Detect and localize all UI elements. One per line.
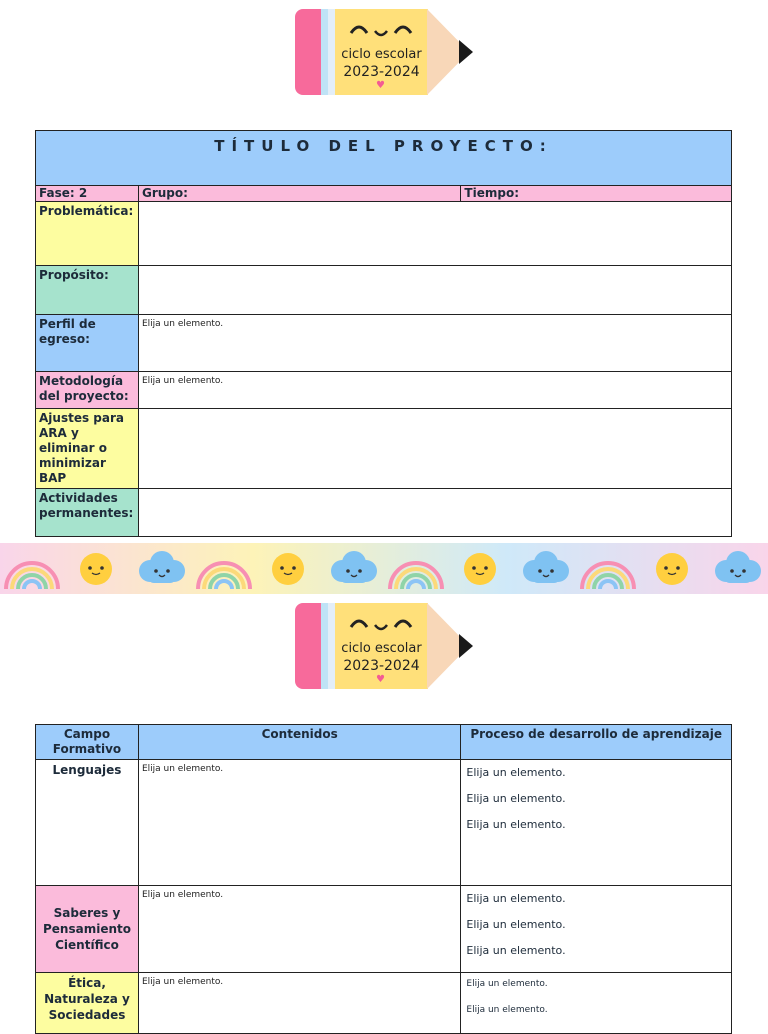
decorative-border-strip — [0, 543, 768, 594]
fase-cell[interactable]: Fase: 2 — [36, 186, 139, 202]
pencil-line2: 2023-2024 — [343, 64, 420, 80]
header-contenidos: Contenidos — [138, 725, 460, 760]
row-value-actividades[interactable] — [138, 489, 731, 537]
row-label-actividades: Actividades permanentes: — [36, 489, 139, 537]
project-title[interactable]: TÍTULO DEL PROYECTO: — [36, 131, 732, 186]
header-proceso: Proceso de desarrollo de aprendizaje — [461, 725, 732, 760]
proceso-dropdown[interactable]: Elija un elemento. — [466, 918, 566, 931]
campo-etica: Ética, Naturaleza y Sociedades — [36, 973, 139, 1034]
grupo-cell[interactable]: Grupo: — [138, 186, 460, 202]
pencil-line2: 2023-2024 — [343, 658, 420, 674]
contenido-dropdown[interactable]: Elija un elemento. — [138, 760, 460, 886]
contenido-dropdown[interactable]: Elija un elemento. — [138, 973, 460, 1034]
proceso-dropdown[interactable]: Elija un elemento. — [466, 818, 566, 831]
row-value-proposito[interactable] — [138, 266, 731, 315]
row-label-problematica: Problemática: — [36, 202, 139, 266]
row-value-metodologia-dropdown[interactable]: Elija un elemento. — [138, 372, 731, 409]
proceso-dropdown[interactable]: Elija un elemento. — [466, 766, 566, 779]
tiempo-cell[interactable]: Tiempo: — [461, 186, 732, 202]
row-value-problematica[interactable] — [138, 202, 731, 266]
proceso-dropdown[interactable]: Elija un elemento. — [466, 944, 566, 957]
heart-icon: ♥ — [376, 80, 385, 91]
proceso-dropdown[interactable]: Elija un elemento. — [466, 1005, 548, 1015]
campo-saberes: Saberes y Pensamiento Científico — [36, 886, 139, 973]
row-label-perfil: Perfil de egreso: — [36, 315, 139, 372]
content-table — [35, 724, 732, 1034]
school-year-pencil-logo — [295, 9, 477, 97]
header-campo-formativo: Campo Formativo — [36, 725, 139, 760]
pencil-line1: ciclo escolar — [341, 641, 422, 656]
smiley-face-icon — [345, 19, 417, 41]
school-year-pencil-logo — [295, 603, 477, 691]
proceso-dropdown[interactable]: Elija un elemento. — [466, 979, 548, 989]
heart-icon: ♥ — [376, 674, 385, 685]
smiley-face-icon — [345, 613, 417, 635]
proceso-dropdown[interactable]: Elija un elemento. — [466, 892, 566, 905]
row-label-metodologia: Metodología del proyecto: — [36, 372, 139, 409]
row-label-ajustes: Ajustes para ARA y eliminar o minimizar BAP — [36, 409, 139, 489]
contenido-dropdown[interactable]: Elija un elemento. — [138, 886, 460, 973]
pencil-line1: ciclo escolar — [341, 47, 422, 62]
row-label-proposito: Propósito: — [36, 266, 139, 315]
row-value-ajustes[interactable] — [138, 409, 731, 489]
row-value-perfil-dropdown[interactable]: Elija un elemento. — [138, 315, 731, 372]
proceso-dropdown[interactable]: Elija un elemento. — [466, 792, 566, 805]
campo-lenguajes: Lenguajes — [36, 760, 139, 886]
project-table — [35, 130, 732, 537]
sun-icon — [80, 553, 112, 585]
